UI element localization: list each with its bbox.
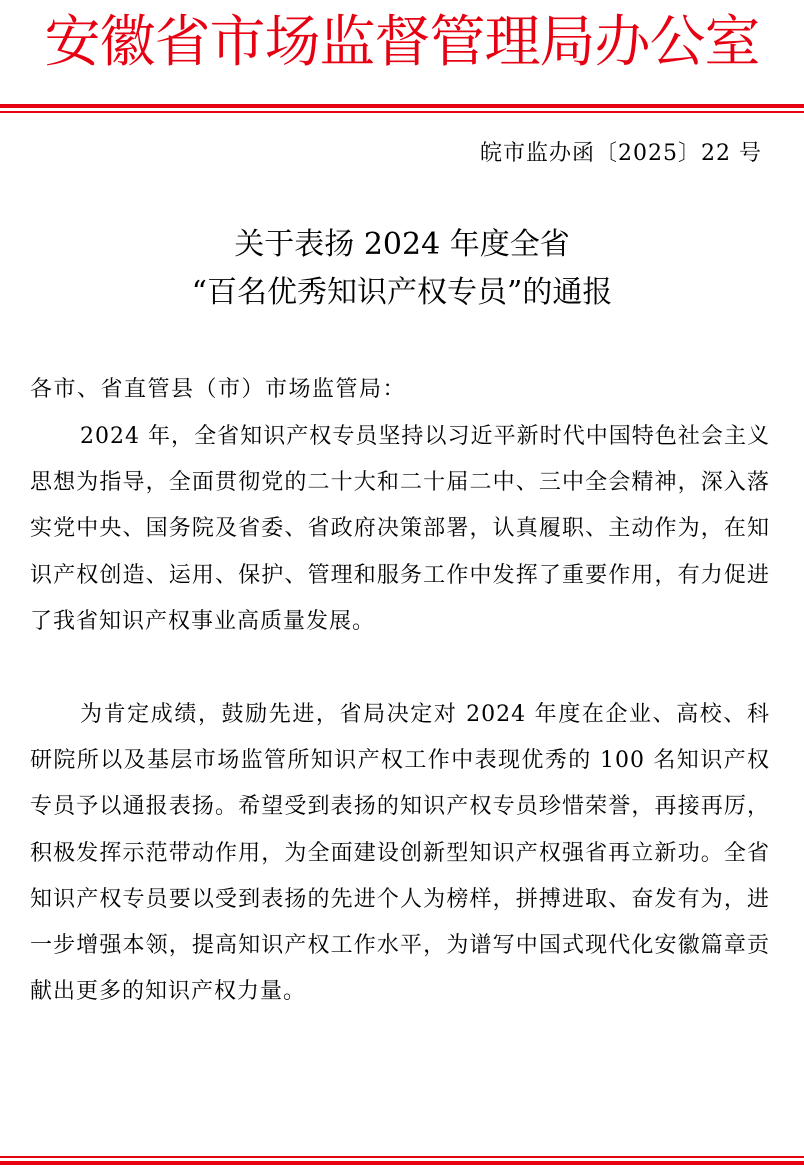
document-title-line-1: 关于表扬 2024 年度全省 [234, 227, 570, 262]
body-paragraph-2: 为肯定成绩，鼓励先进，省局决定对 2024 年度在企业、高校、科研院所以及基层市场监管所知识产权工作中表现优秀的 100 名知识产权专员予以通报表扬。希望受到表扬的知识产权专员珍惜荣誉，再接再厉，积极发挥示范带动作用，为全面建设创新型知识产权强省再立新功。全省知识产权专员要以受到表扬的先进个人为榜样，拼搏进取、奋发有为，进一步增强本领，提高知识产权工作水平，为谱写中国式现代化安徽篇章贡献出更多的知识产权力量。 [30, 702, 770, 1005]
masthead-rule-thick [0, 104, 804, 108]
document-title-line-2: “百名优秀知识产权专员”的通报 [191, 275, 613, 310]
footer-rule-thin [0, 1156, 804, 1158]
footer-rule-thick [0, 1161, 804, 1165]
body-paragraph-1: 2024 年，全省知识产权专员坚持以习近平新时代中国特色社会主义思想为指导，全面贯彻党的二十大和二十届二中、三中全会精神，深入落实党中央、国务院及省委、省政府决策部署，认真履职、主动作为，在知识产权创造、运用、保护、管理和服务工作中发挥了重要作用，有力促进了我省知识产权事业高质量发展。 [30, 424, 770, 634]
masthead: 安徽省市场监督管理局办公室 [44, 10, 760, 75]
masthead-rule-thin [0, 111, 804, 113]
document-number: 皖市监办函〔2025〕22 号 [480, 141, 762, 166]
addressee: 各市、省直管县（市）市场监管局： [30, 377, 407, 402]
